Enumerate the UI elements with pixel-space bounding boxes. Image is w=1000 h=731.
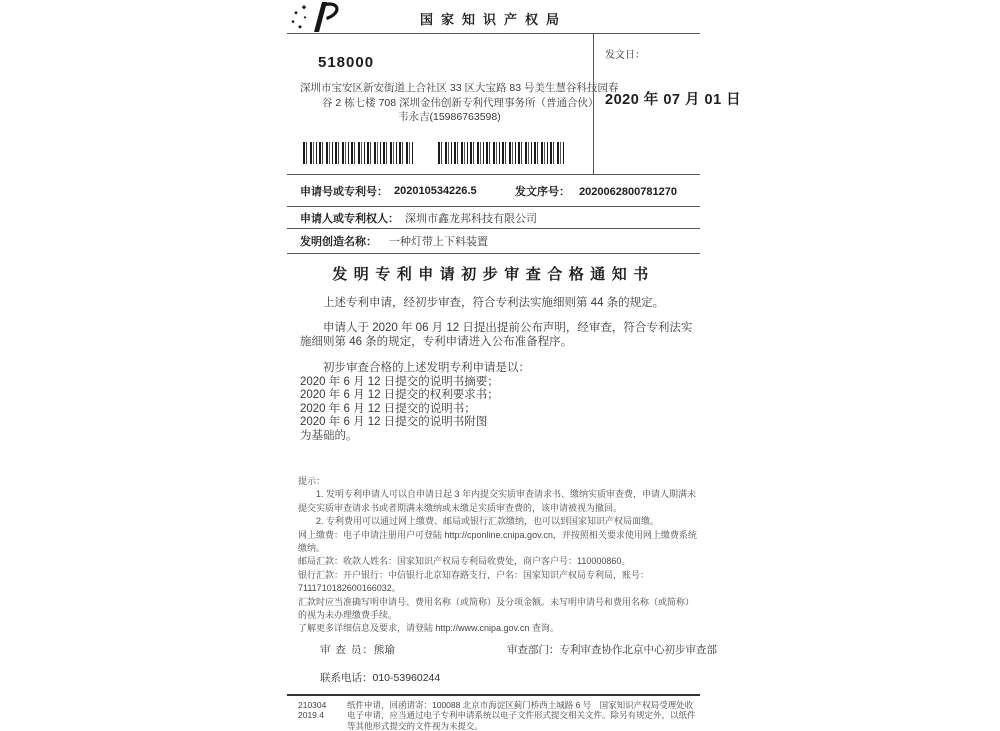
document-header [287, 0, 700, 34]
dispatch-number-group [515, 183, 677, 199]
footer-row-paper [287, 700, 700, 711]
application-number-label: 申请号或专利号： [300, 185, 388, 198]
form-version: 2019.4 [298, 710, 324, 721]
notice-line: 了解更多详细信息及要求，请登陆 http://www.cnipa.gov.cn 查询。 [298, 623, 559, 634]
contact-phone-value: 010-53960244 [372, 671, 441, 684]
basis-item: 2020 年 6 月 12 日提交的说明书附图 [300, 416, 488, 428]
basis-item: 2020 年 6 月 12 日提交的说明书摘要； [300, 375, 499, 388]
applicant-label: 申请人或专利权人： [300, 212, 399, 225]
recipient-name: 韦永吉(15986763598) [398, 111, 501, 123]
barcode-left [303, 142, 415, 164]
department-group [507, 642, 717, 657]
notice-line: 1. 发明专利申请人可以自申请日起 3 年内提交实质审查请求书、缴纳实质审查费，申请人期满未提交实质审查请求书或者期满未缴纳或未缴足实质审查费的，该申请被视为撤回。 [298, 489, 697, 513]
contact-phone-row [287, 670, 700, 685]
applicant-value: 深圳市鑫龙邦科技有限公司 [405, 212, 537, 225]
notice-label: 提示： [298, 476, 326, 486]
department-label: 审查部门： [507, 643, 560, 656]
cnipa-logo-icon [289, 1, 343, 38]
invention-title-label: 发明创造名称： [300, 236, 377, 248]
application-number-value: 202010534226.5 [394, 184, 477, 197]
basis-list [300, 362, 700, 443]
basis-footer: 为基础的。 [300, 429, 358, 442]
notice-line: 网上缴费：电子申请注册用户可登陆 http://cponline.cnipa.gov.cn，并按照相关要求使用网上缴费系统缴纳。 [298, 529, 697, 554]
applicant-row [287, 207, 700, 229]
footer-row-electronic [287, 710, 700, 731]
basis-item: 2020 年 6 月 12 日提交的权利要求书； [300, 389, 499, 401]
footer-electronic-instruction: 电子申请，应当通过电子专利申请系统以电子文件形式提交相关文件。除另有规定外，以纸件等其他形式提交的文件视为未提交。 [347, 710, 696, 731]
form-code: 210304 [298, 699, 327, 710]
examiner-row [287, 642, 717, 657]
patent-notice-document [287, 0, 742, 731]
department-name: 专利审查协作北京中心初步审查部 [559, 643, 717, 656]
notice-line: 银行汇款：开户银行：中信银行北京知春路支行，户名：国家知识产权局专利局，账号：7111710182600166032。 [298, 569, 650, 594]
mailing-address-line1: 深圳市宝安区新安街道上合社区 33 区大宝路 83 号美生慧谷科技园春 [300, 82, 619, 94]
examiner-name: 熊瑜 [373, 643, 395, 656]
dispatch-number-label: 发文序号： [515, 185, 570, 198]
footer-paper-instruction: 纸件申请，回函请寄：100088 北京市海淀区蓟门桥西土城路 6 号 国家知识产权局受理处收 [347, 699, 694, 710]
postal-code: 518000 [318, 54, 375, 71]
basis-intro: 初步审查合格的上述发明专利申请是以： [323, 362, 530, 374]
mailing-section [287, 34, 742, 175]
agency-title: 国家知识产权局 [419, 12, 567, 27]
invention-title-value: 一种灯带上下料装置 [389, 236, 488, 248]
barcode-group [303, 142, 566, 164]
notice-title: 发明专利申请初步审查合格通知书 [332, 266, 655, 283]
body-paragraph-1: 上述专利申请，经初步审查，符合专利法实施细则第 44 条的规定。 [323, 297, 665, 309]
dispatch-number-value: 2020062800781270 [579, 185, 677, 198]
application-number-row [287, 175, 700, 207]
basis-item: 2020 年 6 月 12 日提交的说明书； [300, 402, 476, 415]
fine-print-notice [287, 475, 700, 636]
barcode-right [438, 142, 566, 164]
body-paragraph-2: 申请人于 2020 年 06 月 12 日提出提前公布声明，经审查，符合专利法实施细则第 46 条的规定，专利申请进入公布准备程序。 [300, 322, 693, 348]
contact-phone-label: 联系电话： [320, 671, 373, 684]
document-footer [287, 694, 700, 731]
notice-body [287, 297, 700, 443]
dispatch-date-value: 2020 年 07 月 01 日 [605, 92, 742, 108]
dispatch-date-label: 发文日： [605, 50, 645, 61]
mailing-address-line2: 谷 2 栋七楼 708 深圳金伟创新专利代理事务所（普通合伙） [322, 97, 599, 109]
notice-line: 邮局汇款：收款人姓名：国家知识产权局专利局收费处，商户客户号：110000860。 [298, 556, 631, 567]
notice-line: 汇款时应当准确写明申请号、费用名称（或简称）及分项金额。未写明申请号和费用名称（或简称）的视为未办理缴费手续。 [298, 596, 695, 621]
examiner-label: 审 查 员： [320, 643, 374, 656]
notice-line: 2. 专利费用可以通过网上缴费、邮局或银行汇款缴纳，也可以到国家知识产权局面缴。 [316, 516, 660, 527]
invention-title-row [287, 229, 700, 254]
dispatch-date-box [593, 34, 742, 174]
